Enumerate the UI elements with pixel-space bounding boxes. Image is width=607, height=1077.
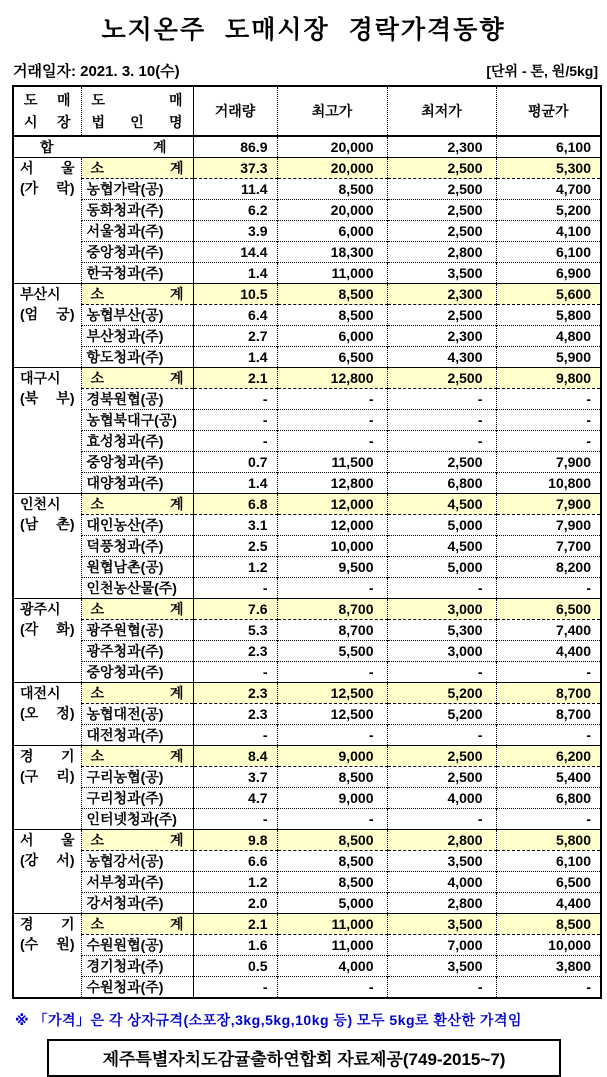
volume-cell: 5.3 [193, 620, 277, 641]
volume-cell: 0.7 [193, 452, 277, 473]
total-row [13, 136, 601, 158]
company-row [13, 305, 601, 326]
company-row [13, 389, 601, 410]
volume-cell: 2.0 [193, 893, 277, 914]
high-cell: 4,000 [277, 956, 387, 977]
subtotal-row [13, 494, 601, 515]
company-row [13, 536, 601, 557]
subtotal-row [13, 914, 601, 935]
company-row [13, 473, 601, 494]
market-label-line: (강 서) [20, 852, 75, 868]
company-row [13, 977, 601, 999]
high-cell: - [277, 662, 387, 683]
low-cell: - [387, 389, 496, 410]
low-cell: 2,500 [387, 368, 496, 389]
low-cell: 5,200 [387, 683, 496, 704]
avg-cell: 4,100 [496, 221, 601, 242]
company-row [13, 326, 601, 347]
subtotal-row [13, 599, 601, 620]
avg-cell: 6,500 [496, 599, 601, 620]
market-cell [13, 284, 81, 368]
market-label-line: 서 울 [20, 832, 75, 848]
company-row [13, 557, 601, 578]
volume-cell: 0.5 [193, 956, 277, 977]
volume-cell: - [193, 410, 277, 431]
market-label-line: (수 원) [20, 936, 75, 952]
low-cell: 2,300 [387, 284, 496, 305]
low-cell: 2,300 [387, 136, 496, 158]
low-cell: 2,800 [387, 242, 496, 263]
company-row [13, 410, 601, 431]
avg-cell: 6,100 [496, 851, 601, 872]
volume-cell: 7.6 [193, 599, 277, 620]
avg-cell: 6,500 [496, 872, 601, 893]
market-cell [13, 746, 81, 830]
company-row [13, 347, 601, 368]
avg-cell: - [496, 431, 601, 452]
low-cell: 3,000 [387, 599, 496, 620]
low-cell: - [387, 977, 496, 999]
avg-cell: 4,400 [496, 893, 601, 914]
low-cell: 6,800 [387, 473, 496, 494]
avg-cell: 6,200 [496, 746, 601, 767]
volume-cell: - [193, 809, 277, 830]
low-cell: 4,300 [387, 347, 496, 368]
corp-name-cell: 소 계 [81, 284, 193, 305]
low-cell: 2,300 [387, 326, 496, 347]
avg-cell: - [496, 977, 601, 999]
avg-cell: 5,300 [496, 158, 601, 179]
volume-cell: 4.7 [193, 788, 277, 809]
meta-row [13, 60, 598, 81]
low-cell: 2,500 [387, 746, 496, 767]
market-label-line: (남 촌) [20, 516, 75, 532]
subtotal-row [13, 746, 601, 767]
avg-cell: 4,800 [496, 326, 601, 347]
corp-name-cell: 소 계 [81, 368, 193, 389]
avg-cell: - [496, 389, 601, 410]
corp-name-cell: 효성청과(주) [81, 431, 193, 452]
high-cell: 11,000 [277, 935, 387, 956]
corp-name-cell: 강서청과(주) [81, 893, 193, 914]
low-cell: 2,500 [387, 200, 496, 221]
volume-cell: 2.5 [193, 536, 277, 557]
low-cell: 2,500 [387, 158, 496, 179]
high-cell: 20,000 [277, 200, 387, 221]
low-cell: 3,500 [387, 851, 496, 872]
price-table [12, 85, 602, 999]
company-row [13, 515, 601, 536]
avg-cell: - [496, 725, 601, 746]
avg-cell: 7,900 [496, 452, 601, 473]
volume-cell: - [193, 431, 277, 452]
company-row [13, 725, 601, 746]
high-cell: 8,700 [277, 599, 387, 620]
avg-cell: - [496, 578, 601, 599]
avg-cell: - [496, 662, 601, 683]
volume-cell: 6.8 [193, 494, 277, 515]
low-cell: - [387, 578, 496, 599]
volume-cell: 2.3 [193, 683, 277, 704]
avg-cell: 9,800 [496, 368, 601, 389]
volume-cell: 1.2 [193, 872, 277, 893]
subtotal-row [13, 368, 601, 389]
corp-name-cell: 덕풍청과(주) [81, 536, 193, 557]
high-cell: - [277, 977, 387, 999]
corp-name-cell: 소 계 [81, 683, 193, 704]
company-row [13, 872, 601, 893]
low-cell: 5,300 [387, 620, 496, 641]
avg-cell: 7,900 [496, 494, 601, 515]
corp-name-cell: 수원청과(주) [81, 977, 193, 999]
volume-cell: 1.2 [193, 557, 277, 578]
high-cell: 12,800 [277, 473, 387, 494]
header-market [13, 86, 81, 136]
high-cell: 6,000 [277, 221, 387, 242]
company-row [13, 704, 601, 725]
high-cell: 12,500 [277, 704, 387, 725]
corp-name-cell: 농협북대구(공) [81, 410, 193, 431]
high-cell: 12,800 [277, 368, 387, 389]
company-row [13, 851, 601, 872]
high-cell: 9,000 [277, 788, 387, 809]
volume-cell: 2.1 [193, 914, 277, 935]
low-cell: 4,500 [387, 494, 496, 515]
company-row [13, 809, 601, 830]
corp-name-cell: 소 계 [81, 158, 193, 179]
volume-cell: - [193, 725, 277, 746]
avg-cell: 6,800 [496, 788, 601, 809]
market-label-line: 대전시 [20, 685, 61, 701]
volume-cell: 2.3 [193, 704, 277, 725]
volume-cell: - [193, 389, 277, 410]
high-cell: 10,000 [277, 536, 387, 557]
market-label-line: 경 기 [20, 916, 75, 932]
header-avg-price: 평균가 [496, 86, 601, 136]
volume-cell: 37.3 [193, 158, 277, 179]
corp-name-cell: 농협강서(공) [81, 851, 193, 872]
high-cell: - [277, 431, 387, 452]
high-cell: 6,000 [277, 326, 387, 347]
avg-cell: - [496, 410, 601, 431]
corp-name-cell: 부산청과(주) [81, 326, 193, 347]
high-cell: 12,000 [277, 494, 387, 515]
corp-name-cell: 농협부산(공) [81, 305, 193, 326]
avg-cell: 5,800 [496, 830, 601, 851]
volume-cell: 2.1 [193, 368, 277, 389]
avg-cell: 8,700 [496, 704, 601, 725]
header-high-price: 최고가 [277, 86, 387, 136]
high-cell: 11,000 [277, 263, 387, 284]
high-cell: 12,500 [277, 683, 387, 704]
avg-cell: 5,200 [496, 200, 601, 221]
volume-cell: 2.7 [193, 326, 277, 347]
company-row [13, 578, 601, 599]
corp-name-cell: 농협가락(공) [81, 179, 193, 200]
corp-name-cell: 대전청과(주) [81, 725, 193, 746]
high-cell: 5,500 [277, 641, 387, 662]
market-label-line: (오 정) [20, 705, 75, 721]
high-cell: 8,500 [277, 830, 387, 851]
header-market-line1: 도 매 [24, 92, 71, 108]
corp-name-cell: 구리청과(주) [81, 788, 193, 809]
volume-cell: - [193, 578, 277, 599]
volume-cell: 6.4 [193, 305, 277, 326]
corp-name-cell: 소 계 [81, 830, 193, 851]
low-cell: - [387, 410, 496, 431]
avg-cell: 8,700 [496, 683, 601, 704]
corp-name-cell: 농협대전(공) [81, 704, 193, 725]
high-cell: 20,000 [277, 136, 387, 158]
volume-cell: 14.4 [193, 242, 277, 263]
avg-cell: 8,500 [496, 914, 601, 935]
corp-name-cell: 구리농협(공) [81, 767, 193, 788]
market-cell [13, 830, 81, 914]
volume-cell: 2.3 [193, 641, 277, 662]
company-row [13, 662, 601, 683]
company-row [13, 620, 601, 641]
low-cell: 2,500 [387, 452, 496, 473]
avg-cell: 3,800 [496, 956, 601, 977]
subtotal-row [13, 830, 601, 851]
header-corp-line1: 도 매 [91, 92, 183, 108]
corp-name-cell: 인터넷청과(주) [81, 809, 193, 830]
market-label-line: (가 락) [20, 180, 75, 196]
header-market-line2: 시 장 [24, 114, 71, 130]
trade-date-label: 거래일자: 2021. 3. 10(수) [13, 63, 180, 80]
header-corp-line2: 법 인 명 [91, 114, 183, 130]
avg-cell: 6,100 [555, 139, 591, 155]
avg-cell: 10,800 [496, 473, 601, 494]
high-cell: - [277, 389, 387, 410]
corp-name-cell: 항도청과(주) [81, 347, 193, 368]
volume-cell: 1.4 [193, 347, 277, 368]
low-cell: 2,500 [387, 179, 496, 200]
volume-cell: 3.7 [193, 767, 277, 788]
company-row [13, 242, 601, 263]
high-cell: 8,500 [277, 284, 387, 305]
subtotal-row [13, 158, 601, 179]
corp-name-cell: 소 계 [81, 914, 193, 935]
volume-cell: 86.9 [193, 136, 277, 158]
high-cell: 11,000 [277, 914, 387, 935]
company-row [13, 767, 601, 788]
corp-name-cell: 소 계 [81, 599, 193, 620]
market-cell [13, 158, 81, 284]
volume-cell: 11.4 [193, 179, 277, 200]
corp-name-cell: 서울청과(주) [81, 221, 193, 242]
low-cell: 4,000 [387, 872, 496, 893]
high-cell: 8,500 [277, 767, 387, 788]
corp-name-cell: 중앙청과(주) [81, 662, 193, 683]
high-cell: 9,500 [277, 557, 387, 578]
high-cell: 12,000 [277, 515, 387, 536]
corp-name-cell: 경기청과(주) [81, 956, 193, 977]
source-box: 제주특별자치도감귤출하연합회 자료제공(749-2015~7) [47, 1039, 561, 1077]
high-cell: 9,000 [277, 746, 387, 767]
market-label-line: 대구시 [20, 370, 61, 386]
low-cell: 5,000 [387, 515, 496, 536]
corp-name-cell: 원협남촌(공) [81, 557, 193, 578]
header-corp [81, 86, 193, 136]
high-cell: 11,500 [277, 452, 387, 473]
header-volume: 거래량 [193, 86, 277, 136]
market-label-line: 인천시 [20, 496, 61, 512]
low-cell: 5,200 [387, 704, 496, 725]
corp-name-cell: 광주원협(공) [81, 620, 193, 641]
corp-name-cell: 인천농산물(주) [81, 578, 193, 599]
total-label-cell: 합 계 [13, 136, 193, 158]
high-cell: 8,500 [277, 872, 387, 893]
volume-cell: - [193, 662, 277, 683]
company-row [13, 263, 601, 284]
high-cell: 18,300 [277, 242, 387, 263]
company-row [13, 788, 601, 809]
high-cell: 8,500 [277, 179, 387, 200]
corp-name-cell: 동화청과(주) [81, 200, 193, 221]
company-row [13, 179, 601, 200]
company-row [13, 956, 601, 977]
market-cell [13, 683, 81, 746]
volume-cell: 9.8 [193, 830, 277, 851]
avg-cell: 7,700 [496, 536, 601, 557]
high-cell: 8,700 [277, 620, 387, 641]
avg-cell: - [496, 809, 601, 830]
low-cell: - [387, 662, 496, 683]
high-cell: - [277, 410, 387, 431]
avg-cell: 5,800 [496, 305, 601, 326]
avg-cell: 6,100 [496, 242, 601, 263]
corp-name-cell: 경북원협(공) [81, 389, 193, 410]
corp-name-cell: 소 계 [81, 746, 193, 767]
avg-cell: 4,400 [496, 641, 601, 662]
low-cell: - [387, 725, 496, 746]
high-cell: 8,500 [277, 305, 387, 326]
corp-name-cell: 중앙청과(주) [81, 452, 193, 473]
volume-cell: 1.6 [193, 935, 277, 956]
high-cell: - [277, 725, 387, 746]
volume-cell: 8.4 [193, 746, 277, 767]
low-cell: 4,000 [387, 788, 496, 809]
market-label-line: (엄 궁) [20, 306, 75, 322]
unit-label: [단위 - 톤, 원/5kg] [486, 63, 598, 79]
market-label-line: 경 기 [20, 748, 75, 764]
volume-cell: - [193, 977, 277, 999]
high-cell: 8,500 [277, 851, 387, 872]
low-cell: 4,500 [387, 536, 496, 557]
low-cell: 2,800 [387, 893, 496, 914]
high-cell: - [277, 578, 387, 599]
company-row [13, 200, 601, 221]
avg-cell: 5,900 [496, 347, 601, 368]
market-label-line: 광주시 [20, 601, 61, 617]
header-row [13, 86, 601, 136]
avg-cell: 7,900 [496, 515, 601, 536]
volume-cell: 1.4 [193, 263, 277, 284]
low-cell: - [387, 431, 496, 452]
volume-cell: 6.6 [193, 851, 277, 872]
company-row [13, 431, 601, 452]
company-row [13, 893, 601, 914]
low-cell: 2,500 [387, 767, 496, 788]
volume-cell: 3.1 [193, 515, 277, 536]
avg-cell: 5,600 [496, 284, 601, 305]
avg-cell: 6,900 [496, 263, 601, 284]
high-cell: 6,500 [277, 347, 387, 368]
low-cell: 3,500 [387, 263, 496, 284]
high-cell: 5,000 [277, 893, 387, 914]
market-label-line: (북 부) [20, 390, 75, 406]
page-title: 노지온주 도매시장 경락가격동향 [101, 16, 506, 44]
avg-cell: 4,700 [496, 179, 601, 200]
low-cell: 3,000 [387, 641, 496, 662]
low-cell: 2,800 [387, 830, 496, 851]
subtotal-row [13, 284, 601, 305]
volume-cell: 3.9 [193, 221, 277, 242]
company-row [13, 935, 601, 956]
corp-name-cell: 대양청과(주) [81, 473, 193, 494]
market-label-line: (구 리) [20, 768, 75, 784]
corp-name-cell: 서부청과(주) [81, 872, 193, 893]
avg-cell: 5,400 [496, 767, 601, 788]
subtotal-row [13, 683, 601, 704]
avg-cell: 7,400 [496, 620, 601, 641]
corp-name-cell: 광주청과(주) [81, 641, 193, 662]
high-cell: - [277, 809, 387, 830]
market-cell [13, 494, 81, 599]
market-cell [13, 914, 81, 999]
company-row [13, 452, 601, 473]
low-cell: 5,000 [387, 557, 496, 578]
market-label-line: 부산시 [20, 286, 61, 302]
avg-cell: 8,200 [496, 557, 601, 578]
table-body [13, 136, 601, 998]
company-row [13, 221, 601, 242]
corp-name-cell: 소 계 [81, 494, 193, 515]
corp-name-cell: 수원원협(공) [81, 935, 193, 956]
corp-name-cell: 한국청과(주) [81, 263, 193, 284]
company-row [13, 641, 601, 662]
high-cell: 20,000 [277, 158, 387, 179]
volume-cell: 1.4 [193, 473, 277, 494]
corp-name-cell: 대인농산(주) [81, 515, 193, 536]
volume-cell: 10.5 [193, 284, 277, 305]
low-cell: 7,000 [387, 935, 496, 956]
market-label-line: 서 울 [20, 160, 75, 176]
price-footnote: ※ 「가격」은 각 상자규격(소포장,3kg,5kg,10kg 등) 모두 5kg로 환산한 가격임 [15, 1012, 523, 1028]
low-cell: 2,500 [387, 221, 496, 242]
market-cell [13, 599, 81, 683]
low-cell: 2,500 [387, 305, 496, 326]
header-low-price: 최저가 [387, 86, 496, 136]
market-label-line: (각 화) [20, 621, 75, 637]
low-cell: - [387, 809, 496, 830]
low-cell: 3,500 [387, 914, 496, 935]
volume-cell: 6.2 [193, 200, 277, 221]
avg-cell: 10,000 [496, 935, 601, 956]
market-cell [13, 368, 81, 494]
low-cell: 3,500 [387, 956, 496, 977]
corp-name-cell: 중앙청과(주) [81, 242, 193, 263]
